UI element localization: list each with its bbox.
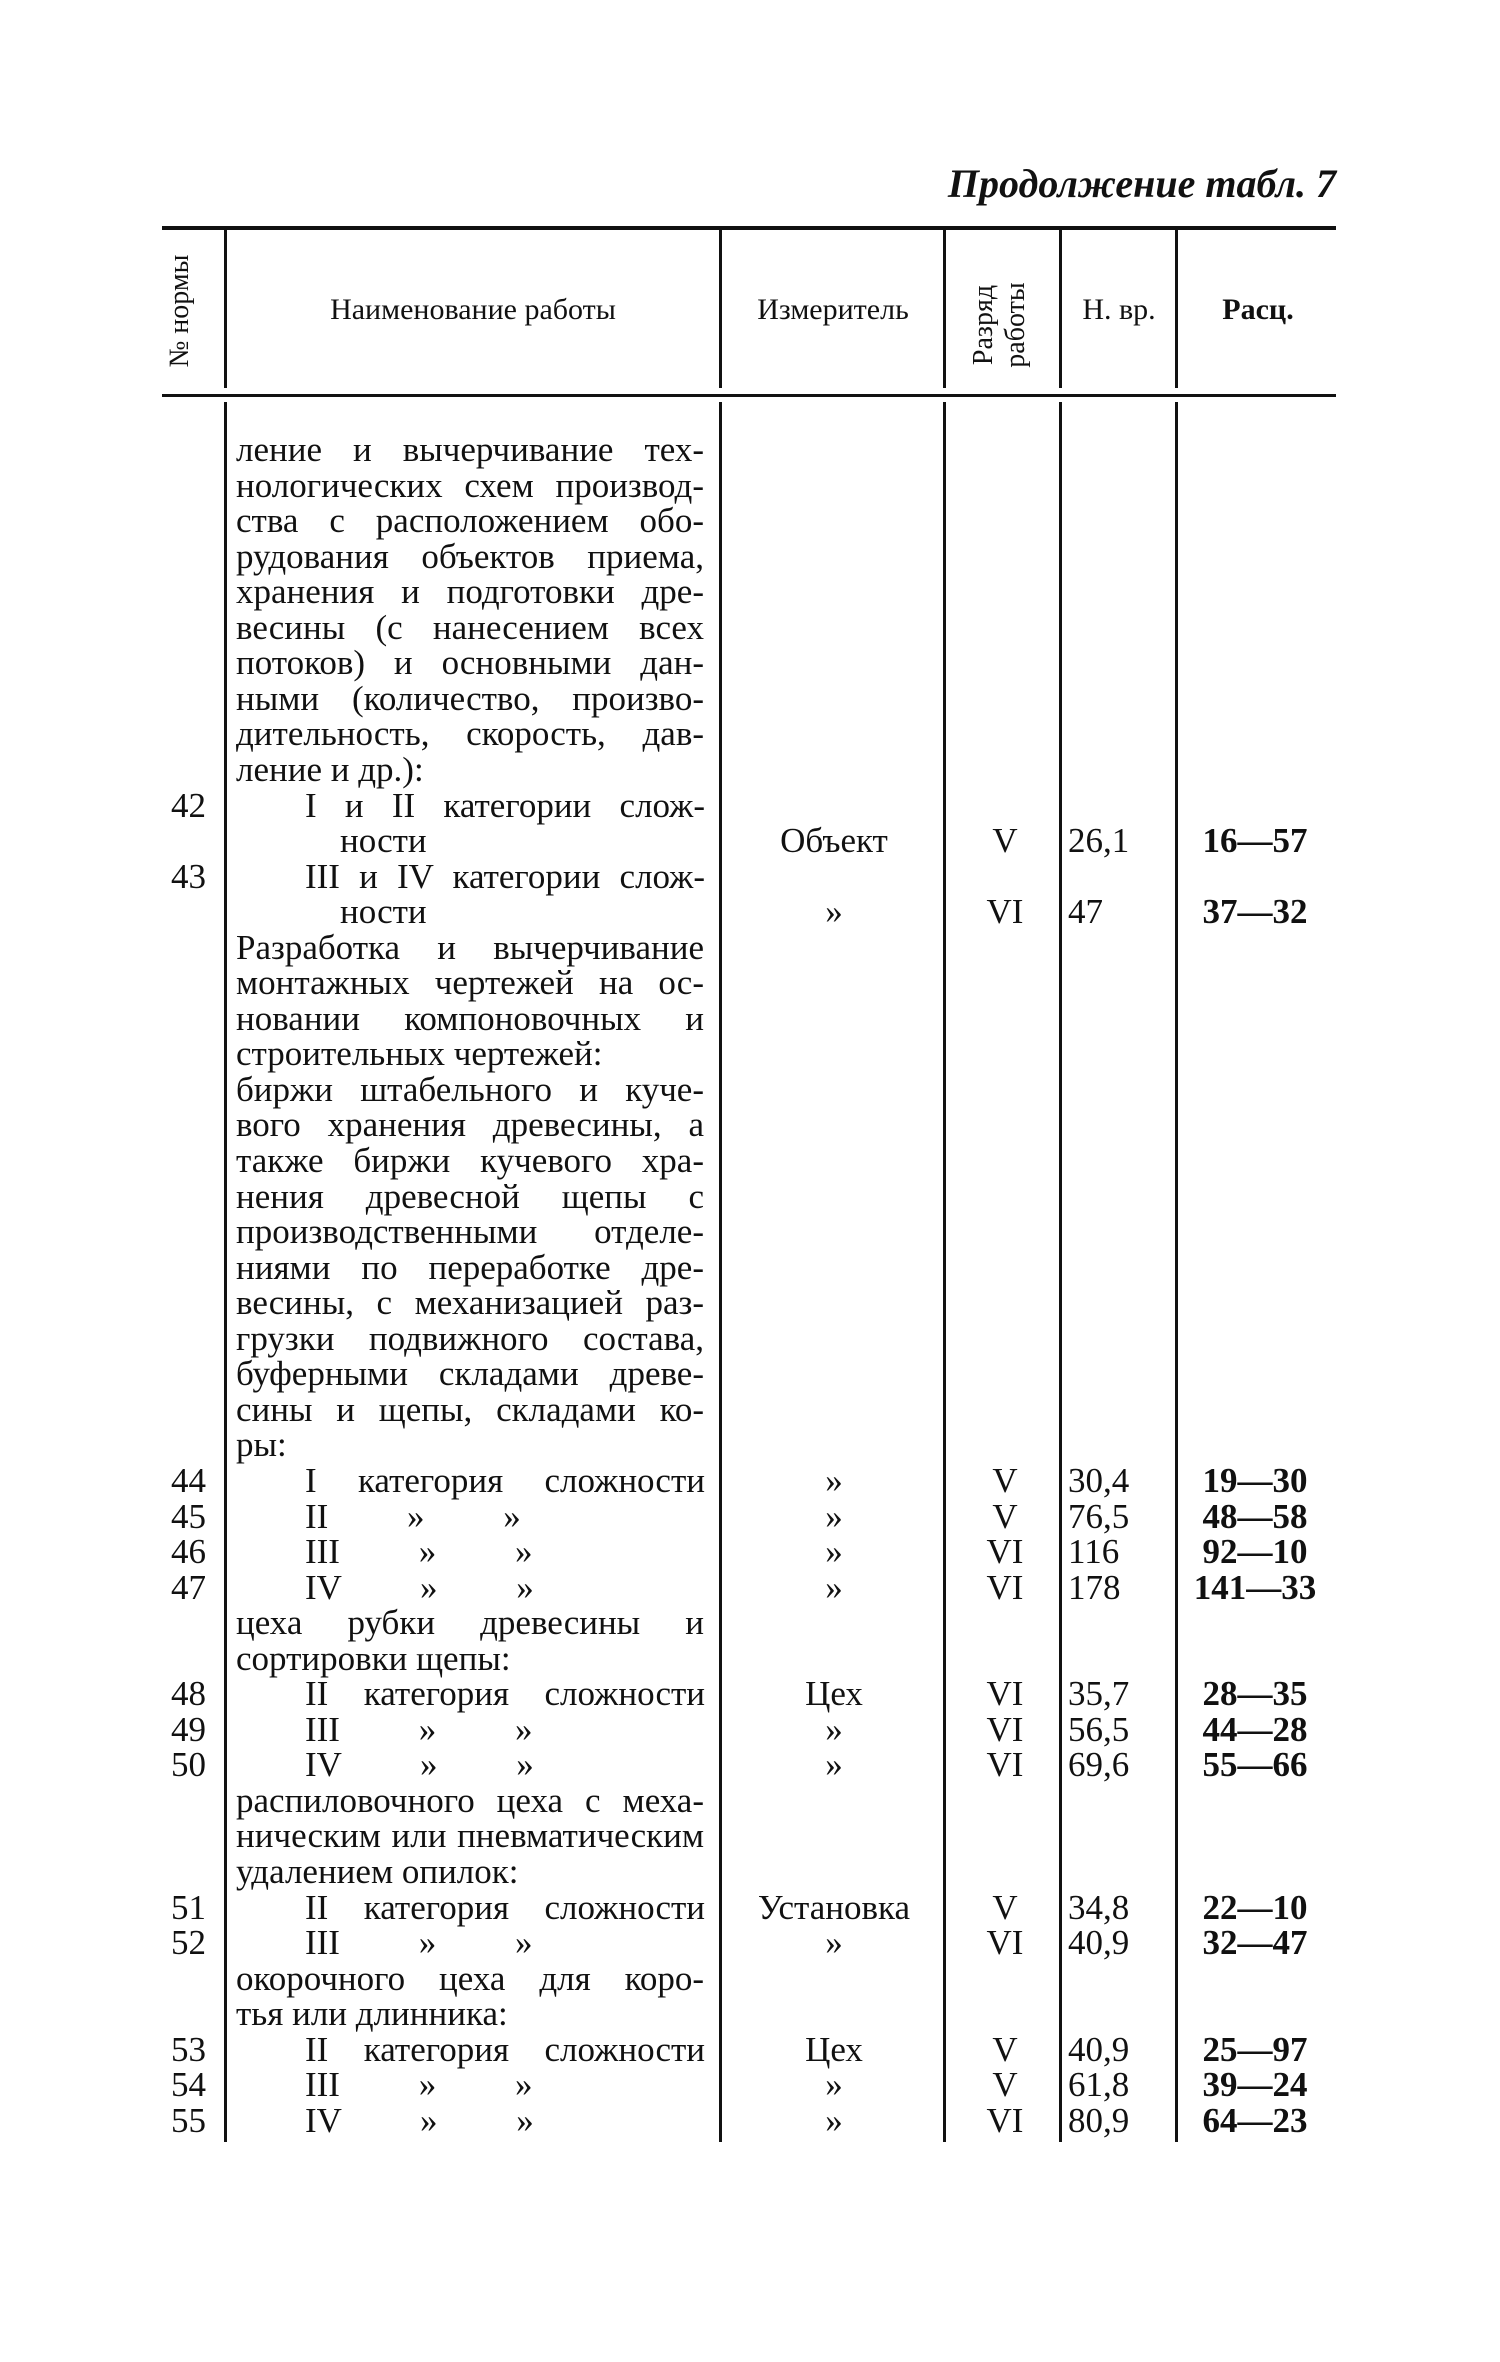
work-grade: VI <box>986 1745 1024 1784</box>
table-row <box>0 1036 1500 1072</box>
work-name: ности <box>340 892 427 931</box>
work-grade: VI <box>986 892 1024 931</box>
norm-number: 45 <box>171 1497 206 1536</box>
rate-value: 64—23 <box>1202 2101 1308 2140</box>
time-norm: 30,4 <box>1068 1461 1130 1500</box>
header-divider <box>1175 230 1178 388</box>
work-name: также биржи кучевого хра- <box>236 1141 704 1180</box>
time-norm: 116 <box>1068 1532 1120 1571</box>
work-name: IV » » <box>305 1745 534 1784</box>
table-row <box>0 1712 1500 1748</box>
table-row <box>0 894 1500 930</box>
table-row <box>0 823 1500 859</box>
rate-value: 141—33 <box>1193 1568 1317 1607</box>
rate-value: 37—32 <box>1202 892 1308 931</box>
time-norm: 80,9 <box>1068 2101 1130 2140</box>
time-norm: 56,5 <box>1068 1710 1130 1749</box>
table-row <box>0 432 1500 468</box>
work-name: ление и вычерчивание тех- <box>236 430 704 469</box>
table-row <box>0 574 1500 610</box>
measure-unit: » <box>825 2101 843 2140</box>
work-name: II » » <box>305 1497 521 1536</box>
rate-value: 22—10 <box>1202 1888 1308 1927</box>
table-row <box>0 1641 1500 1677</box>
rate-value: 48—58 <box>1202 1497 1308 1536</box>
table-row <box>0 1961 1500 1997</box>
table-row <box>0 2032 1500 2068</box>
table-row <box>0 716 1500 752</box>
time-norm: 61,8 <box>1068 2065 1130 2104</box>
work-name: буферными складами древе- <box>236 1354 704 1393</box>
norm-number: 47 <box>171 1568 206 1607</box>
norm-number: 49 <box>171 1710 206 1749</box>
time-norm: 40,9 <box>1068 1923 1130 1962</box>
work-name: цеха рубки древесины и <box>236 1603 704 1642</box>
work-name: ры: <box>236 1425 287 1464</box>
work-grade: V <box>992 1497 1018 1536</box>
table-row <box>0 1676 1500 1712</box>
work-name: вого хранения древесины, а <box>236 1105 704 1144</box>
work-name: рудования объектов приема, <box>236 537 704 576</box>
measure-unit: » <box>825 1461 843 1500</box>
work-name: новании компоновочных и <box>236 999 704 1038</box>
rate-value: 16—57 <box>1202 821 1308 860</box>
work-name: сины и щепы, складами ко- <box>236 1390 704 1429</box>
work-name: III » » <box>305 1532 533 1571</box>
work-name: ниями по переработке дре- <box>236 1248 704 1287</box>
time-norm: 69,6 <box>1068 1745 1130 1784</box>
work-name: ными (количество, произво- <box>236 679 704 718</box>
work-grade: VI <box>986 1923 1024 1962</box>
work-grade: VI <box>986 1568 1024 1607</box>
header-time: Н. вр. <box>1082 293 1156 326</box>
work-name: ства с расположением обо- <box>236 501 704 540</box>
rate-value: 39—24 <box>1202 2065 1308 2104</box>
work-grade: VI <box>986 1674 1024 1713</box>
measure-unit: » <box>825 1923 843 1962</box>
table-row <box>0 645 1500 681</box>
table-row <box>0 930 1500 966</box>
table-row <box>0 1747 1500 1783</box>
norm-number: 51 <box>171 1888 206 1927</box>
measure-unit: Установка <box>757 1888 911 1927</box>
header-divider <box>1059 230 1062 388</box>
work-name: II категория сложности <box>305 1674 705 1713</box>
measure-unit: » <box>825 1710 843 1749</box>
work-name: распиловочного цеха с меха- <box>236 1781 704 1820</box>
header-divider <box>943 230 946 388</box>
work-name: III » » <box>305 1923 533 1962</box>
work-name: ности <box>340 821 427 860</box>
table-row <box>0 788 1500 824</box>
table-row <box>0 965 1500 1001</box>
measure-unit: Цех <box>805 1674 863 1713</box>
table-row <box>0 468 1500 504</box>
table-row <box>0 1854 1500 1890</box>
header-unit: Измеритель <box>757 293 909 326</box>
table-row <box>0 1001 1500 1037</box>
table-row <box>0 1356 1500 1392</box>
rate-value: 44—28 <box>1202 1710 1308 1749</box>
table-row <box>0 1107 1500 1143</box>
work-name: I и II категории слож- <box>305 786 705 825</box>
header-rate: Расц. <box>1222 293 1294 326</box>
header-grade-label: Разряд работы <box>968 282 1031 368</box>
header-grade <box>968 257 1034 393</box>
header-divider <box>719 230 722 388</box>
table-row <box>0 1534 1500 1570</box>
work-name: потоков) и основными дан- <box>236 643 704 682</box>
work-name: хранения и подготовки дре- <box>236 572 704 611</box>
table-row <box>0 539 1500 575</box>
work-name: строительных чертежей: <box>236 1034 603 1073</box>
measure-unit: » <box>825 1568 843 1607</box>
header-number: № нормы <box>164 254 195 368</box>
work-name: биржи штабельного и куче- <box>236 1070 704 1109</box>
measure-unit: » <box>825 1745 843 1784</box>
work-name: тья или длинника: <box>236 1994 508 2033</box>
work-name: IV » » <box>305 2101 534 2140</box>
table-row <box>0 2103 1500 2139</box>
norm-number: 44 <box>171 1461 206 1500</box>
work-grade: VI <box>986 1532 1024 1571</box>
work-name: ническим или пневматическим <box>236 1816 704 1855</box>
measure-unit: » <box>825 892 843 931</box>
norm-number: 52 <box>171 1923 206 1962</box>
norm-number: 54 <box>171 2065 206 2104</box>
work-grade: V <box>992 1461 1018 1500</box>
work-grade: V <box>992 2030 1018 2069</box>
measure-unit: » <box>825 1532 843 1571</box>
table-row <box>0 503 1500 539</box>
work-name: монтажных чертежей на ос- <box>236 963 704 1002</box>
work-name: удалением опилок: <box>236 1852 519 1891</box>
norm-number: 42 <box>171 786 206 825</box>
table-row <box>0 1143 1500 1179</box>
time-norm: 26,1 <box>1068 821 1130 860</box>
rate-value: 32—47 <box>1202 1923 1308 1962</box>
table-row <box>0 1321 1500 1357</box>
work-name: весины (с нанесением всех <box>236 608 704 647</box>
time-norm: 47 <box>1068 892 1103 931</box>
table-row <box>0 1179 1500 1215</box>
work-name: II категория сложности <box>305 1888 705 1927</box>
table-row <box>0 2067 1500 2103</box>
measure-unit: » <box>825 2065 843 2104</box>
header-divider <box>224 230 227 388</box>
rate-value: 55—66 <box>1202 1745 1308 1784</box>
work-name: IV » » <box>305 1568 534 1607</box>
work-name: III » » <box>305 1710 533 1749</box>
measure-unit: Объект <box>780 821 888 860</box>
work-name: сортировки щепы: <box>236 1639 511 1678</box>
work-grade: VI <box>986 1710 1024 1749</box>
norm-number: 48 <box>171 1674 206 1713</box>
work-grade: V <box>992 1888 1018 1927</box>
time-norm: 35,7 <box>1068 1674 1130 1713</box>
table-row <box>0 1250 1500 1286</box>
time-norm: 34,8 <box>1068 1888 1130 1927</box>
table-row <box>0 681 1500 717</box>
work-grade: V <box>992 821 1018 860</box>
time-norm: 178 <box>1068 1568 1121 1607</box>
work-name: ление и др.): <box>236 750 424 789</box>
rate-value: 28—35 <box>1202 1674 1308 1713</box>
work-grade: VI <box>986 2101 1024 2140</box>
norm-number: 53 <box>171 2030 206 2069</box>
table-row <box>0 859 1500 895</box>
table-row <box>0 1285 1500 1321</box>
work-name: II категория сложности <box>305 2030 705 2069</box>
table-row <box>0 1427 1500 1463</box>
table-row <box>0 1783 1500 1819</box>
table-row <box>0 1925 1500 1961</box>
rate-value: 92—10 <box>1202 1532 1308 1571</box>
header-name: Наименование работы <box>330 293 616 326</box>
work-name: окорочного цеха для коро- <box>236 1959 704 1998</box>
work-name: производственными отделе- <box>236 1212 704 1251</box>
table-row <box>0 1605 1500 1641</box>
norm-number: 43 <box>171 857 206 896</box>
norm-number: 55 <box>171 2101 206 2140</box>
work-name: дительность, скорость, дав- <box>236 714 704 753</box>
header-bottom-rule <box>162 394 1336 397</box>
work-name: Разработка и вычерчивание <box>236 928 704 967</box>
work-name: III и IV категории слож- <box>305 857 705 896</box>
rate-value: 25—97 <box>1202 2030 1308 2069</box>
table-row <box>0 1499 1500 1535</box>
table-row <box>0 1818 1500 1854</box>
work-name: грузки подвижного состава, <box>236 1319 704 1358</box>
work-grade: V <box>992 2065 1018 2104</box>
table-row <box>0 1463 1500 1499</box>
table-row <box>0 1072 1500 1108</box>
work-name: I категория сложности <box>305 1461 705 1500</box>
measure-unit: » <box>825 1497 843 1536</box>
norm-number: 46 <box>171 1532 206 1571</box>
table-row <box>0 1890 1500 1926</box>
table-row <box>0 1996 1500 2032</box>
work-name: весины, с механизацией раз- <box>236 1283 704 1322</box>
table-row <box>0 1392 1500 1428</box>
rate-value: 19—30 <box>1202 1461 1308 1500</box>
table-row <box>0 752 1500 788</box>
time-norm: 40,9 <box>1068 2030 1130 2069</box>
table-row <box>0 1214 1500 1250</box>
measure-unit: Цех <box>805 2030 863 2069</box>
table-row <box>0 610 1500 646</box>
work-name: нологических схем производ- <box>236 466 704 505</box>
table-row <box>0 1570 1500 1606</box>
work-name: III » » <box>305 2065 533 2104</box>
time-norm: 76,5 <box>1068 1497 1130 1536</box>
work-name: нения древесной щепы с <box>236 1177 704 1216</box>
norm-number: 50 <box>171 1745 206 1784</box>
table-caption: Продолжение табл. 7 <box>947 161 1336 206</box>
